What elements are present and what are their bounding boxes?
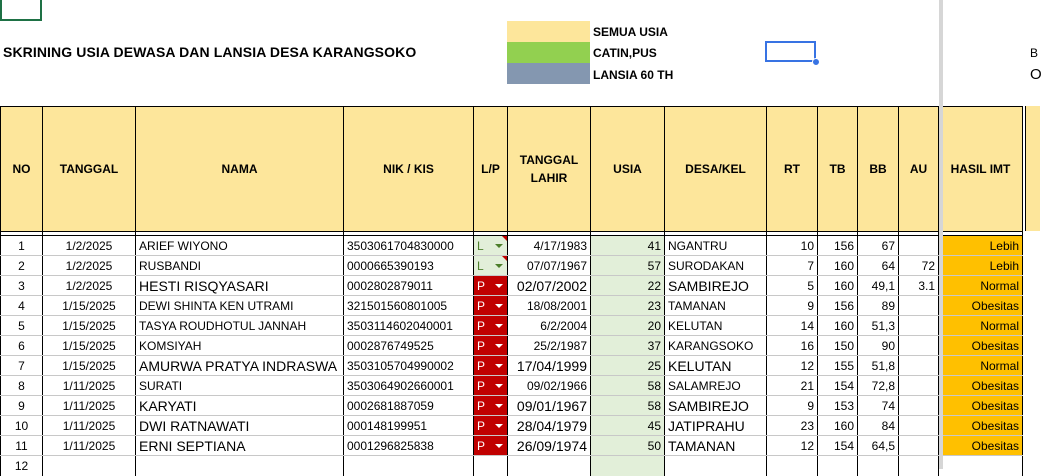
cell-no[interactable]: 9	[1, 396, 43, 416]
cell-tanggal[interactable]: 1/11/2025	[43, 436, 136, 456]
cell-nik[interactable]: 3503061704830000	[344, 236, 474, 256]
dropdown-arrow-icon[interactable]	[495, 284, 503, 288]
cell-tanggal[interactable]: 1/15/2025	[43, 336, 136, 356]
cell-rt[interactable]: 23	[767, 416, 818, 436]
cell-hasil-imt[interactable]: Normal	[939, 276, 1023, 296]
table-row	[1, 316, 1023, 336]
cell-tanggal-lahir[interactable]: 02/07/2002	[508, 276, 591, 296]
cell-nama[interactable]: TASYA ROUDHOTUL JANNAH	[136, 316, 344, 336]
cell-nik[interactable]: 3503114602040001	[344, 316, 474, 336]
dropdown-arrow-icon[interactable]	[495, 404, 503, 408]
cell-lp[interactable]: P	[474, 376, 508, 396]
dropdown-arrow-icon[interactable]	[495, 324, 503, 328]
cell-tb[interactable]: 153	[818, 396, 858, 416]
cell-rt[interactable]: 12	[767, 356, 818, 376]
cell-rt[interactable]: 12	[767, 436, 818, 456]
cell-tanggal-lahir[interactable]: 6/2/2004	[508, 316, 591, 336]
cell-hasil-imt[interactable]: Obesitas	[939, 436, 1023, 456]
cell-usia[interactable]: 58	[591, 396, 665, 416]
cell-hasil-imt[interactable]: Obesitas	[939, 296, 1023, 316]
freeze-pane-line[interactable]	[939, 0, 943, 469]
cell-rt[interactable]: 14	[767, 316, 818, 336]
cell-lp[interactable]: L	[474, 256, 508, 276]
cell-bb[interactable]: 72,8	[858, 376, 899, 396]
cell-no[interactable]: 3	[1, 276, 43, 296]
cell-no[interactable]: 11	[1, 436, 43, 456]
table-row	[1, 296, 1023, 316]
cell-lp[interactable]: P	[474, 296, 508, 316]
table-row	[1, 396, 1023, 416]
cell-tanggal-lahir[interactable]: 09/01/1967	[508, 396, 591, 416]
cell-hasil-imt[interactable]	[939, 456, 1023, 476]
cell-bb[interactable]: 64	[858, 256, 899, 276]
cell-bb[interactable]: 51,3	[858, 316, 899, 336]
cell-nama[interactable]: HESTI RISQYASARI	[136, 276, 344, 296]
cell-usia[interactable]: 57	[591, 256, 665, 276]
cell-bb[interactable]: 84	[858, 416, 899, 436]
cell-hasil-imt[interactable]: Normal	[939, 316, 1023, 336]
col-header-nama[interactable]: NAMA	[136, 107, 344, 232]
cell-tb[interactable]: 154	[818, 436, 858, 456]
cell-lp[interactable]: P	[474, 416, 508, 436]
cell-lp[interactable]: P	[474, 276, 508, 296]
cell-nama[interactable]: AMURWA PRATYA INDRASWA	[136, 356, 344, 376]
cell-rt[interactable]: 7	[767, 256, 818, 276]
screening-table	[0, 106, 1023, 476]
dropdown-arrow-icon[interactable]	[495, 444, 503, 448]
legend-label-catin-pus: CATIN,PUS	[593, 46, 657, 60]
cell-tanggal-lahir[interactable]	[508, 456, 591, 476]
cell-au[interactable]	[899, 316, 939, 336]
sheet-title: SKRINING USIA DEWASA DAN LANSIA DESA KARANGSOKO	[3, 44, 417, 60]
cell-tanggal-lahir[interactable]: 18/08/2001	[508, 296, 591, 316]
cell-usia[interactable]: 50	[591, 436, 665, 456]
cell-lp[interactable]: P	[474, 396, 508, 416]
col-header-desa[interactable]: DESA/KEL	[665, 107, 767, 232]
table-row	[1, 256, 1023, 276]
legend-swatch-semua-usia	[507, 21, 590, 42]
cell-tanggal-lahir[interactable]: 07/07/1967	[508, 256, 591, 276]
cell-usia[interactable]: 37	[591, 336, 665, 356]
cell-usia[interactable]: 20	[591, 316, 665, 336]
cell-hasil-imt[interactable]: Lebih	[939, 236, 1023, 256]
active-cell-outline[interactable]	[0, 0, 42, 21]
cell-desa[interactable]: KELUTAN	[665, 356, 767, 376]
cell-no[interactable]: 8	[1, 376, 43, 396]
cell-bb[interactable]: 67	[858, 236, 899, 256]
cell-nama[interactable]: SURATI	[136, 376, 344, 396]
cell-rt[interactable]: 16	[767, 336, 818, 356]
cell-bb[interactable]: 90	[858, 336, 899, 356]
dropdown-arrow-icon[interactable]	[495, 424, 503, 428]
cell-tanggal[interactable]: 1/11/2025	[43, 376, 136, 396]
col-header-usia[interactable]: USIA	[591, 107, 665, 232]
cell-no[interactable]: 10	[1, 416, 43, 436]
dropdown-arrow-icon[interactable]	[495, 244, 503, 248]
cell-tanggal-lahir[interactable]: 25/2/1987	[508, 336, 591, 356]
col-header-hasil-imt[interactable]: HASIL IMT	[939, 107, 1023, 232]
comment-indicator-icon	[502, 256, 507, 261]
cell-tanggal-lahir[interactable]: 09/02/1966	[508, 376, 591, 396]
col-header-bb[interactable]: BB	[858, 107, 899, 232]
table-row	[1, 416, 1023, 436]
cell-bb[interactable]: 64,5	[858, 436, 899, 456]
col-header-tanggal-lahir[interactable]: TANGGAL LAHIR	[508, 107, 591, 232]
table-row	[1, 456, 1023, 476]
cell-lp[interactable]	[474, 456, 508, 476]
cell-tb[interactable]: 160	[818, 276, 858, 296]
cell-tanggal-lahir[interactable]: 17/04/1999	[508, 356, 591, 376]
cell-desa[interactable]: SALAMREJO	[665, 376, 767, 396]
cell-au[interactable]	[899, 436, 939, 456]
cell-nama[interactable]: DWI RATNAWATI	[136, 416, 344, 436]
cell-tanggal[interactable]: 1/15/2025	[43, 296, 136, 316]
cell-hasil-imt[interactable]: Normal	[939, 356, 1023, 376]
cell-au[interactable]	[899, 416, 939, 436]
cell-desa[interactable]: JATIPRAHU	[665, 416, 767, 436]
cell-tanggal[interactable]: 1/15/2025	[43, 316, 136, 336]
cell-hasil-imt[interactable]: Obesitas	[939, 336, 1023, 356]
cell-tanggal[interactable]: 1/2/2025	[43, 256, 136, 276]
cell-nik[interactable]: 0002802879011	[344, 276, 474, 296]
col-header-au[interactable]: AU	[899, 107, 939, 232]
right-cell-text-1: B	[1030, 46, 1039, 60]
legend-swatch-lansia	[507, 63, 590, 84]
cell-desa[interactable]: KELUTAN	[665, 316, 767, 336]
comment-indicator-icon	[502, 236, 507, 241]
legend-swatch-catin-pus	[507, 42, 590, 63]
cell-rt[interactable]: 10	[767, 236, 818, 256]
cell-tb[interactable]: 156	[818, 296, 858, 316]
cell-bb[interactable]	[858, 456, 899, 476]
cell-desa[interactable]	[665, 456, 767, 476]
right-cell-text-2: O	[1030, 66, 1042, 83]
cell-desa[interactable]: TAMANAN	[665, 436, 767, 456]
cell-au[interactable]	[899, 236, 939, 256]
cell-usia[interactable]: 23	[591, 296, 665, 316]
cell-nama[interactable]: KOMSIYAH	[136, 336, 344, 356]
cell-tanggal[interactable]: 1/11/2025	[43, 396, 136, 416]
cell-tb[interactable]: 154	[818, 376, 858, 396]
cell-bb[interactable]: 51,8	[858, 356, 899, 376]
cell-au[interactable]	[899, 336, 939, 356]
right-header-cell	[1025, 106, 1040, 231]
cell-tanggal-lahir[interactable]: 4/17/1983	[508, 236, 591, 256]
cell-nik[interactable]: 3503105704990002	[344, 356, 474, 376]
dropdown-arrow-icon[interactable]	[495, 364, 503, 368]
cell-nik[interactable]: 0002876749525	[344, 336, 474, 356]
cell-lp[interactable]: P	[474, 316, 508, 336]
cell-desa[interactable]: SAMBIREJO	[665, 276, 767, 296]
header-row	[1, 107, 1023, 232]
col-header-tb[interactable]: TB	[818, 107, 858, 232]
cell-usia[interactable]: 41	[591, 236, 665, 256]
cell-rt[interactable]: 5	[767, 276, 818, 296]
dropdown-arrow-icon[interactable]	[495, 304, 503, 308]
cell-nik[interactable]: 321501560801005	[344, 296, 474, 316]
cell-no[interactable]: 4	[1, 296, 43, 316]
fill-handle[interactable]	[812, 58, 820, 66]
cell-tanggal[interactable]: 1/11/2025	[43, 416, 136, 436]
cell-hasil-imt[interactable]: Obesitas	[939, 396, 1023, 416]
cell-desa[interactable]: KARANGSOKO	[665, 336, 767, 356]
cell-no[interactable]: 1	[1, 236, 43, 256]
cell-au[interactable]: 72	[899, 256, 939, 276]
cell-nik[interactable]	[344, 456, 474, 476]
cell-nik[interactable]: 3503064902660001	[344, 376, 474, 396]
cell-no[interactable]: 7	[1, 356, 43, 376]
cell-usia[interactable]: 25	[591, 356, 665, 376]
cell-rt[interactable]: 9	[767, 396, 818, 416]
cell-nik[interactable]: 0002681887059	[344, 396, 474, 416]
col-header-tanggal[interactable]: TANGGAL	[43, 107, 136, 232]
cell-no[interactable]: 6	[1, 336, 43, 356]
cell-desa[interactable]: SURODAKAN	[665, 256, 767, 276]
cell-tb[interactable]: 156	[818, 236, 858, 256]
cell-no[interactable]: 12	[1, 456, 43, 476]
cell-usia[interactable]: 22	[591, 276, 665, 296]
cell-desa[interactable]: TAMANAN	[665, 296, 767, 316]
cell-bb[interactable]: 49,1	[858, 276, 899, 296]
cell-lp[interactable]: P	[474, 356, 508, 376]
dropdown-arrow-icon[interactable]	[495, 264, 503, 268]
cell-nama[interactable]: KARYATI	[136, 396, 344, 416]
selected-cell[interactable]	[765, 41, 816, 62]
cell-lp[interactable]: P	[474, 336, 508, 356]
cell-hasil-imt[interactable]: Lebih	[939, 256, 1023, 276]
cell-nama[interactable]: ARIEF WIYONO	[136, 236, 344, 256]
cell-lp[interactable]: P	[474, 436, 508, 456]
cell-hasil-imt[interactable]: Obesitas	[939, 376, 1023, 396]
cell-nik[interactable]: 0000665390193	[344, 256, 474, 276]
cell-nik[interactable]: 000148199951	[344, 416, 474, 436]
col-header-rt[interactable]: RT	[767, 107, 818, 232]
cell-au[interactable]: 3.1	[899, 276, 939, 296]
cell-tanggal-lahir[interactable]: 28/04/1979	[508, 416, 591, 436]
cell-desa[interactable]: SAMBIREJO	[665, 396, 767, 416]
cell-tanggal[interactable]	[43, 456, 136, 476]
cell-tb[interactable]	[818, 456, 858, 476]
cell-tanggal[interactable]: 1/15/2025	[43, 356, 136, 376]
cell-no[interactable]: 5	[1, 316, 43, 336]
cell-usia[interactable]: 58	[591, 376, 665, 396]
cell-au[interactable]	[899, 456, 939, 476]
cell-no[interactable]: 2	[1, 256, 43, 276]
cell-au[interactable]	[899, 356, 939, 376]
cell-tb[interactable]: 160	[818, 416, 858, 436]
col-header-lp[interactable]: L/P	[474, 107, 508, 232]
cell-nama[interactable]: DEWI SHINTA KEN UTRAMI	[136, 296, 344, 316]
cell-tanggal[interactable]: 1/2/2025	[43, 276, 136, 296]
table-row	[1, 356, 1023, 376]
cell-bb[interactable]: 89	[858, 296, 899, 316]
cell-rt[interactable]	[767, 456, 818, 476]
table-row	[1, 376, 1023, 396]
legend-label-semua-usia: SEMUA USIA	[593, 25, 668, 39]
cell-rt[interactable]: 21	[767, 376, 818, 396]
table-row	[1, 436, 1023, 456]
cell-usia[interactable]	[591, 456, 665, 476]
cell-tb[interactable]: 160	[818, 316, 858, 336]
cell-au[interactable]	[899, 296, 939, 316]
cell-bb[interactable]: 74	[858, 396, 899, 416]
cell-nama[interactable]: ERNI SEPTIANA	[136, 436, 344, 456]
legend-label-lansia: LANSIA 60 TH	[593, 68, 674, 82]
dropdown-arrow-icon[interactable]	[495, 344, 503, 348]
cell-rt[interactable]: 9	[767, 296, 818, 316]
cell-tanggal[interactable]: 1/2/2025	[43, 236, 136, 256]
cell-hasil-imt[interactable]: Obesitas	[939, 416, 1023, 436]
cell-au[interactable]	[899, 396, 939, 416]
cell-lp[interactable]: L	[474, 236, 508, 256]
cell-tb[interactable]: 150	[818, 336, 858, 356]
table-row	[1, 276, 1023, 296]
cell-tb[interactable]: 160	[818, 256, 858, 276]
cell-nama[interactable]	[136, 456, 344, 476]
dropdown-arrow-icon[interactable]	[495, 384, 503, 388]
cell-au[interactable]	[899, 376, 939, 396]
cell-tanggal-lahir[interactable]: 26/09/1974	[508, 436, 591, 456]
cell-nik[interactable]: 0001296825838	[344, 436, 474, 456]
cell-tb[interactable]: 155	[818, 356, 858, 376]
cell-usia[interactable]: 45	[591, 416, 665, 436]
table-row	[1, 336, 1023, 356]
table-row	[1, 236, 1023, 256]
col-header-nik[interactable]: NIK / KIS	[344, 107, 474, 232]
col-header-no[interactable]: NO	[1, 107, 43, 232]
cell-nama[interactable]: RUSBANDI	[136, 256, 344, 276]
cell-desa[interactable]: NGANTRU	[665, 236, 767, 256]
